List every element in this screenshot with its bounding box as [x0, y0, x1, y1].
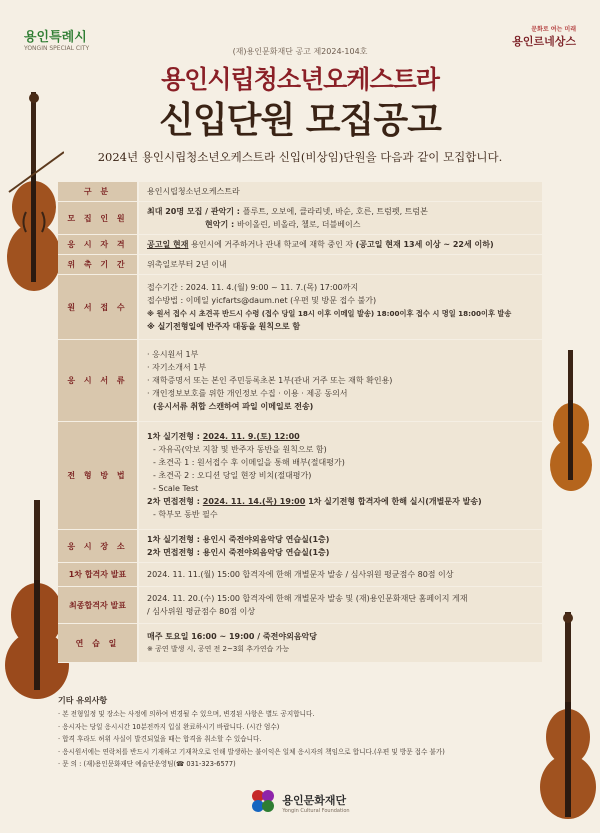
table-row-eligibility: 응 시 자 격 공고일 현재 용인시에 거주하거나 관내 학교에 재학 중인 자 (공고일 현재 13세 이상 ~ 22세 이하)	[58, 235, 542, 255]
note-item: · 문 의 : (재)용인문화재단 예술단운영팀(☎ 031-323-6577)	[58, 760, 236, 769]
table-row-category: 구 분 용인시립청소년오케스트라	[58, 182, 542, 202]
row-label: 응 시 자 격	[58, 235, 137, 254]
note-item: · 본 전형일정 및 장소는 사정에 의하여 변경될 수 있으며, 변경된 사항은 별도 공지합니다.	[58, 710, 315, 719]
row-label: 응 시 서 류	[58, 340, 137, 421]
row-label: 위 촉 기 간	[58, 255, 137, 274]
orchestra-title: 용인시립청소년오케스트라	[161, 65, 439, 94]
row-label: 1차 합격자 발표	[58, 563, 137, 586]
table-row-positions: 모 집 인 원 최대 20명 모집 / 관악기 : 플루트, 오보에, 클라리넷, 바순, 호른, 트럼펫, 트럼본 현악기 : 바이올린, 비올라, 첼로, 더블베이스	[58, 202, 542, 235]
foundation-emblem-icon	[250, 788, 276, 814]
table-row-final-result: 최종합격자 발표 2024. 11. 20.(수) 15:00 합격자에 한해 개별문자 발송 및 (재)용인문화재단 홈페이지 게재 / 심사위원 평균점수 80점 이상	[58, 587, 542, 624]
note-item: · 응시자는 당일 응시시간 10분전까지 입실 완료하시기 바랍니다. (시간 엄수)	[58, 722, 280, 731]
row-label: 응 시 장 소	[58, 530, 137, 562]
note-item: · 응시원서에는 연락처를 반드시 기재하고 기재착오로 인해 발생하는 불이익은 일체 응시자의 책임으로 합니다.(우편 및 방문 접수 불가)	[58, 747, 445, 756]
table-row-term: 위 촉 기 간 위촉일로부터 2년 이내	[58, 255, 542, 275]
table-row-first-result: 1차 합격자 발표 2024. 11. 11.(월) 15:00 합격자에 한해 개별문자 발송 / 심사위원 평균점수 80점 이상	[58, 563, 542, 587]
intro-text: 2024년 용인시립청소년오케스트라 신입(비상임)단원을 다음과 같이 모집합니다.	[97, 150, 503, 164]
foundation-name-en: Yongin Cultural Foundation	[282, 807, 350, 814]
table-row-application: 원 서 접 수 접수기간 : 2024. 11. 4.(월) 9:00 ~ 11. 7.(목) 17:00까지 접수방법 : 이메일 yicfarts@daum.net (우편 및 방문 접수 불가) ※ 원서 접수 시 초견곡 반드시 수령 (접수 당일 18시 이후 이메일 발송) 18:00이후 접수 시 명일 18:00이후 발송 ※ 실기전형일에 반주자 대동을 원칙으로 함	[58, 275, 542, 340]
notes-heading: 기타 유의사항	[58, 696, 108, 705]
row-label: 최종합격자 발표	[58, 587, 137, 623]
table-row-selection: 전 형 방 법 1차 실기전형 : 2024. 11. 9.(토) 12:00 - 자유곡(악보 지참 및 반주자 동반을 원칙으로 함) - 초견곡 1 : 원서접수 후 이메일을 통해 배부(절대평가) - 초견곡 2 : 오디션 당일 현장 비치(절대평가) - Scale Test 2차 면접전형 : 2024. 11. 14.(목) 19:00 1차 실기전형 합격자에 한해 실시(개별문자 발송) - 학부모 동반 필수	[58, 422, 542, 530]
row-label: 구 분	[58, 182, 137, 201]
recruitment-title: 신입단원 모집공고	[159, 100, 441, 141]
violin-icon	[4, 92, 64, 302]
row-label: 모 집 인 원	[58, 202, 137, 234]
violin-icon	[546, 350, 596, 500]
table-row-venue: 응 시 장 소 1차 실기전형 : 용인시 죽전야외음악당 연습실(1층) 2차 면접전형 : 용인시 죽전야외음악당 연습실(1층)	[58, 530, 542, 563]
table-row-practice: 연 습 일 매주 토요일 16:00 ~ 19:00 / 죽전야외음악당 ※ 공연 발생 시, 공연 전 2~3회 추가연습 가능	[58, 624, 542, 663]
row-label: 전 형 방 법	[58, 422, 137, 529]
foundation-logo	[0, 788, 600, 814]
recruitment-table	[58, 182, 542, 663]
note-item: · 합격 후라도 허위 사실이 발견되었을 때는 합격을 취소할 수 있습니다.	[58, 735, 262, 744]
yongin-renaissance-logo: 문화로 여는 미래 용인르네상스	[512, 26, 576, 48]
foundation-name: 용인문화재단	[282, 793, 347, 807]
other-notes	[58, 695, 542, 770]
yongin-city-logo: 용인특례시 YONGIN SPECIAL CITY	[24, 30, 90, 52]
row-label: 연 습 일	[58, 624, 137, 662]
notice-number: (재)용인문화재단 공고 제2024-104호	[232, 47, 368, 56]
row-label: 원 서 접 수	[58, 275, 137, 339]
table-row-documents: 응 시 서 류 · 응시원서 1부 · 자기소개서 1부 · 재학증명서 또는 본인 주민등록초본 1부(관내 거주 또는 재학 확인용) · 개인정보보호를 위한 개인정보 수집 · 이용 · 제공 동의서 (응시서류 취합 스캔하여 파일 이메일로 전송)	[58, 340, 542, 422]
